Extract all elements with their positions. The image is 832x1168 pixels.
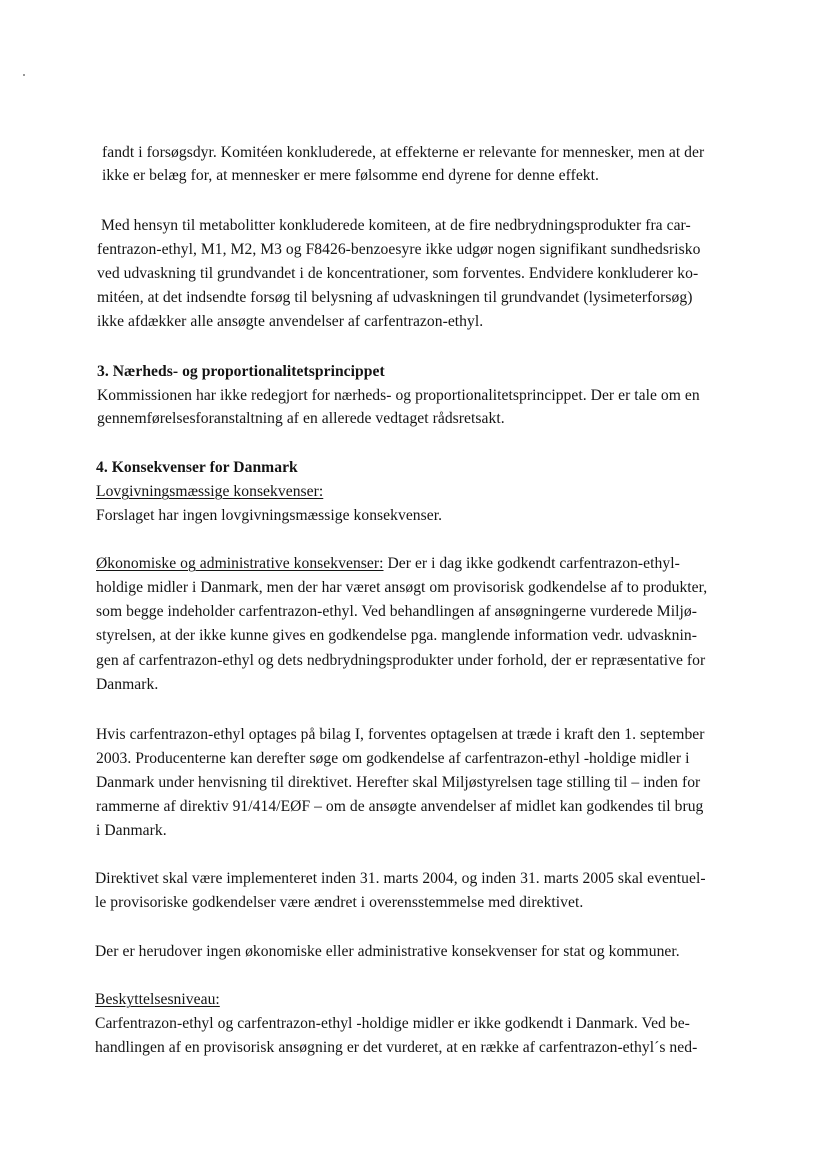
paragraph-line: ikke er belæg for, at mennesker er mere følsomme end dyrene for denne effekt. (102, 167, 599, 184)
paragraph-line: gen af carfentrazon-ethyl og dets nedbrydningsprodukter under forhold, der er repræsentative for (96, 652, 706, 669)
paragraph-line: handlingen af en provisorisk ansøgning er det vurderet, at en række af carfentrazon-ethyl´s ned- (95, 1039, 698, 1056)
paragraph-line: rammerne af direktiv 91/414/EØF – om de ansøgte anvendelser af midlet kan godkendes til brug (96, 798, 704, 815)
paragraph-line: Danmark. (96, 676, 159, 693)
subheading-protection: Beskyttelsesniveau: (95, 991, 220, 1008)
paragraph-line: som begge indeholder carfentrazon-ethyl. Ved behandlingen af ansøgningerne vurderede Miljø- (96, 603, 697, 620)
subheading-legislative: Lovgivningsmæssige konsekvenser: (96, 483, 324, 500)
paragraph-line: le provisoriske godkendelser være ændret i overensstemmelse med direktivet. (95, 894, 584, 911)
scan-speck (23, 74, 25, 76)
paragraph-line: Danmark under henvisning til direktivet. Herefter skal Miljøstyrelsen tage stilling til – inden for (96, 774, 701, 791)
paragraph-line: Hvis carfentrazon-ethyl optages på bilag I, forventes optagelsen at træde i kraft den 1. september (96, 726, 705, 743)
paragraph-line: Der er herudover ingen økonomiske eller administrative konsekvenser for stat og kommuner. (95, 943, 680, 960)
subheading-economic: Økonomiske og administrative konsekvenser: (96, 555, 384, 572)
paragraph-line: gennemførelsesforanstaltning af en allerede vedtaget rådsretsakt. (97, 410, 505, 427)
section-heading: 3. Nærheds- og proportionalitetsprincippet (97, 363, 385, 380)
paragraph-line: Forslaget har ingen lovgivningsmæssige konsekvenser. (96, 507, 443, 524)
paragraph-line: i Danmark. (96, 822, 167, 839)
paragraph-line-with-subheading (96, 554, 680, 574)
paragraph-line: Kommissionen har ikke redegjort for nærheds- og proportionalitetsprincippet. Der er tale om en (97, 387, 700, 404)
paragraph-line: ikke afdækker alle ansøgte anvendelser af carfentrazon-ethyl. (97, 313, 484, 330)
paragraph-line: holdige midler i Danmark, men der har været ansøgt om provisorisk godkendelse af to produkter, (96, 579, 708, 596)
paragraph-line: fandt i forsøgsdyr. Komitéen konkluderede, at effekterne er relevante for mennesker, men at der (102, 144, 705, 161)
paragraph-line: styrelsen, at der ikke kunne gives en godkendelse pga. manglende information vedr. udvasknin- (96, 627, 697, 644)
paragraph-line: fentrazon-ethyl, M1, M2, M3 og F8426-benzoesyre ikke udgør nogen signifikant sundhedsrisko (97, 241, 701, 258)
paragraph-line: 2003. Producenterne kan derefter søge om godkendelse af carfentrazon-ethyl -holdige midler i (96, 750, 690, 767)
paragraph-line: Direktivet skal være implementeret inden 31. marts 2004, og inden 31. marts 2005 skal eventuel- (95, 870, 706, 887)
paragraph-line: ved udvaskning til grundvandet i de koncentrationer, som forventes. Endvidere konkluderer ko- (97, 265, 699, 282)
section-heading: 4. Konsekvenser for Danmark (96, 459, 298, 476)
paragraph-line: mitéen, at det indsendte forsøg til belysning af udvaskningen til grundvandet (lysimeterforsøg) (97, 289, 693, 306)
paragraph-line: Carfentrazon-ethyl og carfentrazon-ethyl -holdige midler er ikke godkendt i Danmark. Ved be- (95, 1015, 690, 1032)
paragraph-line: Med hensyn til metabolitter konkluderede komiteen, at de fire nedbrydningsprodukter fra car- (101, 217, 691, 234)
paragraph-text: Der er i dag ikke godkendt carfentrazon-ethyl- (383, 555, 680, 572)
